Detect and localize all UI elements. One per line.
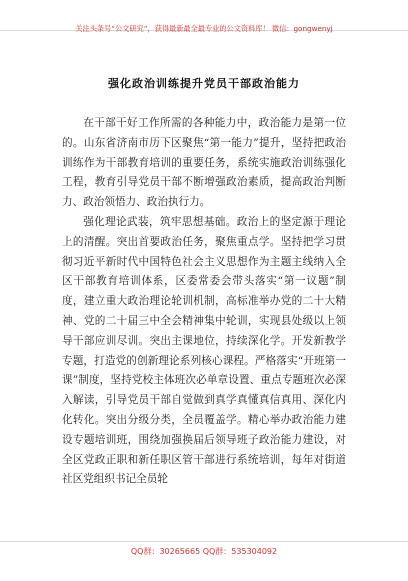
footer xyxy=(0,541,408,581)
footer-contact: QQ群：30265665 QQ群：535304092 xyxy=(130,547,278,556)
document-body xyxy=(62,114,346,490)
paragraph-intro: 在干部干好工作所需的各种能力中，政治能力是第一位的。山东省济南市历下区聚焦“第一能力”提升，坚持把政治训练作为干部教育培训的重要任务，系统实施政治训练强化工程，教育引导党员干部不断增强政治素质，提高政治判断力、政治领悟力、政治执行力。 xyxy=(62,117,346,209)
header-banner xyxy=(0,0,408,31)
document-title: 强化政治训练提升党员干部政治能力 xyxy=(108,77,300,90)
paragraph-theory: 强化理论武装，筑牢思想基础。政治上的坚定源于理论上的清醒。突出首要政治任务，聚焦重点学。坚持把学习贯彻习近平新时代中国特色社会主义思想作为主题主线纳入全区干部教育培训体系，区委常委会带头落实“第一议题”制度，建立重大政治理论轮训机制，高标准举办党的二十大精神、党的二十届三中全会精神集中轮训，实现县处级以上领导干部应训尽训。突出主课地位，持续深化学。开发新教学专题，打造党的创新理论系列核心课程。严格落实“开班第一课”制度，坚持党校主体班次必单章设置、重点专题班次必深入解读，引导党员干部自觉做到真学真懂真信真用、深化内化转化。突出分级分类，全员覆盖学。精心举办政治能力建设专题培训班，围绕加强换届后领导班子政治能力建设，对全区党政正职和新任职区管干部进行系统培训，每年对街道社区党组织书记全员轮 xyxy=(62,215,346,486)
banner-text: 关注头条号“公文研究”，获得最新最全最专业的公文资料库！ 微信：gongwenyj xyxy=(75,24,333,33)
